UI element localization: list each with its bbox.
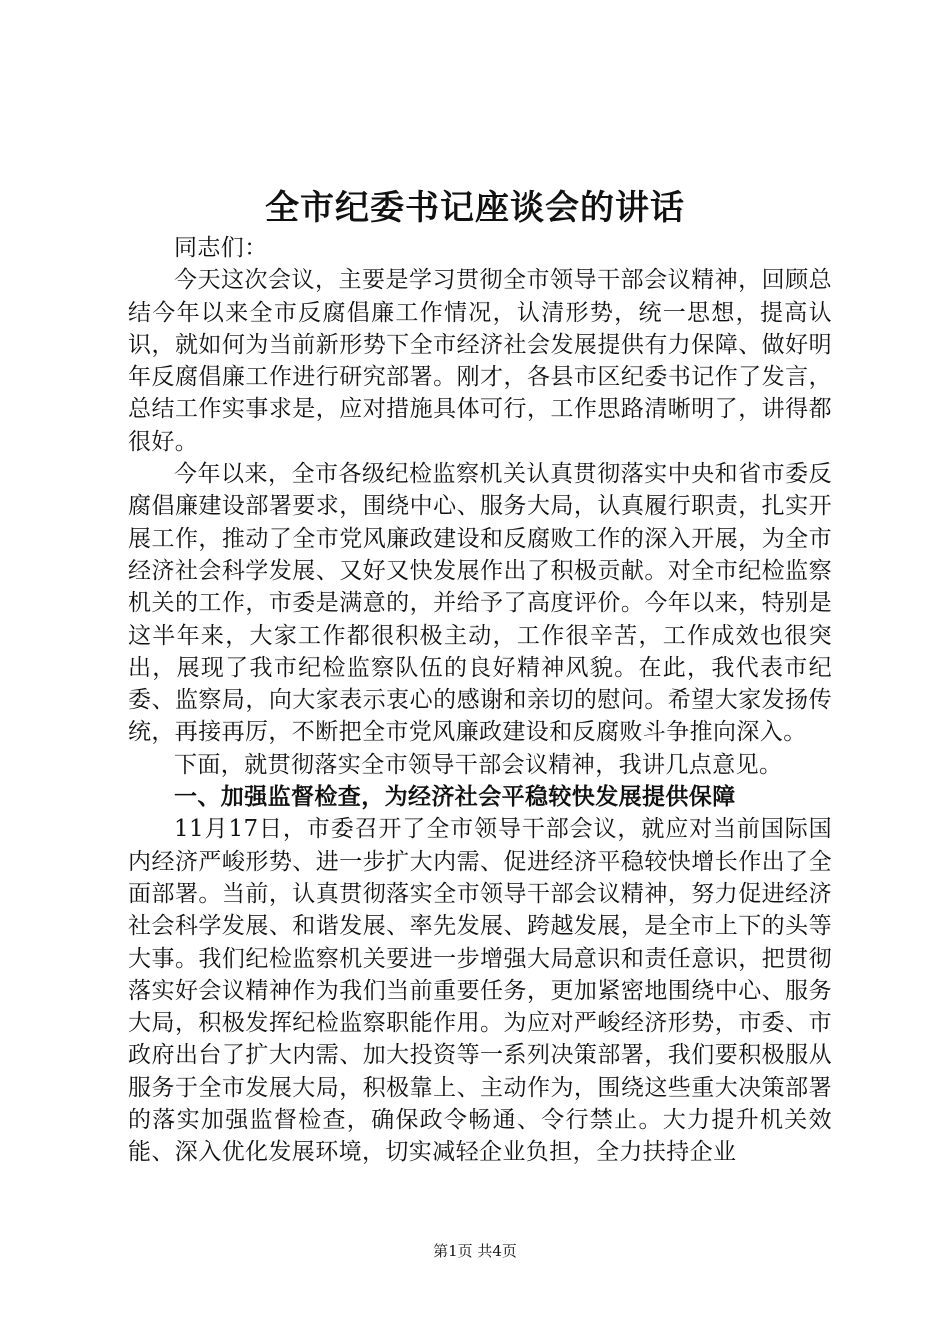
paragraph-1: 今天这次会议，主要是学习贯彻全市领导干部会议精神，回顾总结今年以来全市反腐倡廉工作情况，认清形势，统一思想，提高认识，就如何为当前新形势下全市经济社会发展提供有力保障、做好明年反腐倡廉工作进行研究部署。刚才，各县市区纪委书记作了发言，总结工作实事求是，应对措施具体可行，工作思路清晰明了，讲得都很好。 — [128, 267, 832, 455]
document-title: 全市纪委书记座谈会的讲话 — [265, 188, 685, 228]
paragraph-2: 今年以来，全市各级纪检监察机关认真贯彻落实中央和省市委反腐倡廉建设部署要求，围绕中心、服务大局，认真履行职责，扎实开展工作，推动了全市党风廉政建设和反腐败工作的深入开展，为全市经济社会科学发展、又好又快发展作出了积极贡献。对全市纪检监察机关的工作，市委是满意的，并给予了高度评价。今年以来，特别是这半年来，大家工作都很积极主动，工作很辛苦，工作成效也很突出，展现了我市纪检监察队伍的良好精神风貌。在此，我代表市纪委、监察局，向大家表示衷心的感谢和亲切的慰问。希望大家发扬传统，再接再厉，不断把全市党风廉政建设和反腐败斗争推向深入。 — [128, 461, 832, 746]
paragraph-3: 下面，就贯彻落实全市领导干部会议精神，我讲几点意见。 — [174, 751, 783, 778]
salutation: 同志们： — [174, 235, 268, 261]
page-number: 第1页 共4页 — [433, 1242, 517, 1260]
section-heading: 一、加强监督检查，为经济社会平稳较快发展提供保障 — [174, 784, 736, 811]
section-paragraph: 11月17日，市委召开了全市领导干部会议，就应对当前国际国内经济严峻形势、进一步扩大内需、促进经济平稳较快增长作出了全面部署。当前，认真贯彻落实全市领导干部会议精神，努力促进经济社会科学发展、和谐发展、率先发展、跨越发展，是全市上下的头等大事。我们纪检监察机关要进一步增强大局意识和责任意识，把贯彻落实好会议精神作为我们当前重要任务，更加紧密地围绕中心、服务大局，积极发挥纪检监察职能作用。为应对严峻经济形势，市委、市政府出台了扩大内需、加大投资等一系列决策部署，我们要积极服从服务于全市发展大局，积极靠上、主动作为，围绕这些重大决策部署的落实加强监督检查，确保政令畅通、令行禁止。大力提升机关效能、深入优化发展环境，切实减轻企业负担，全力扶持企业 — [128, 816, 832, 1166]
document-body — [128, 232, 832, 1169]
